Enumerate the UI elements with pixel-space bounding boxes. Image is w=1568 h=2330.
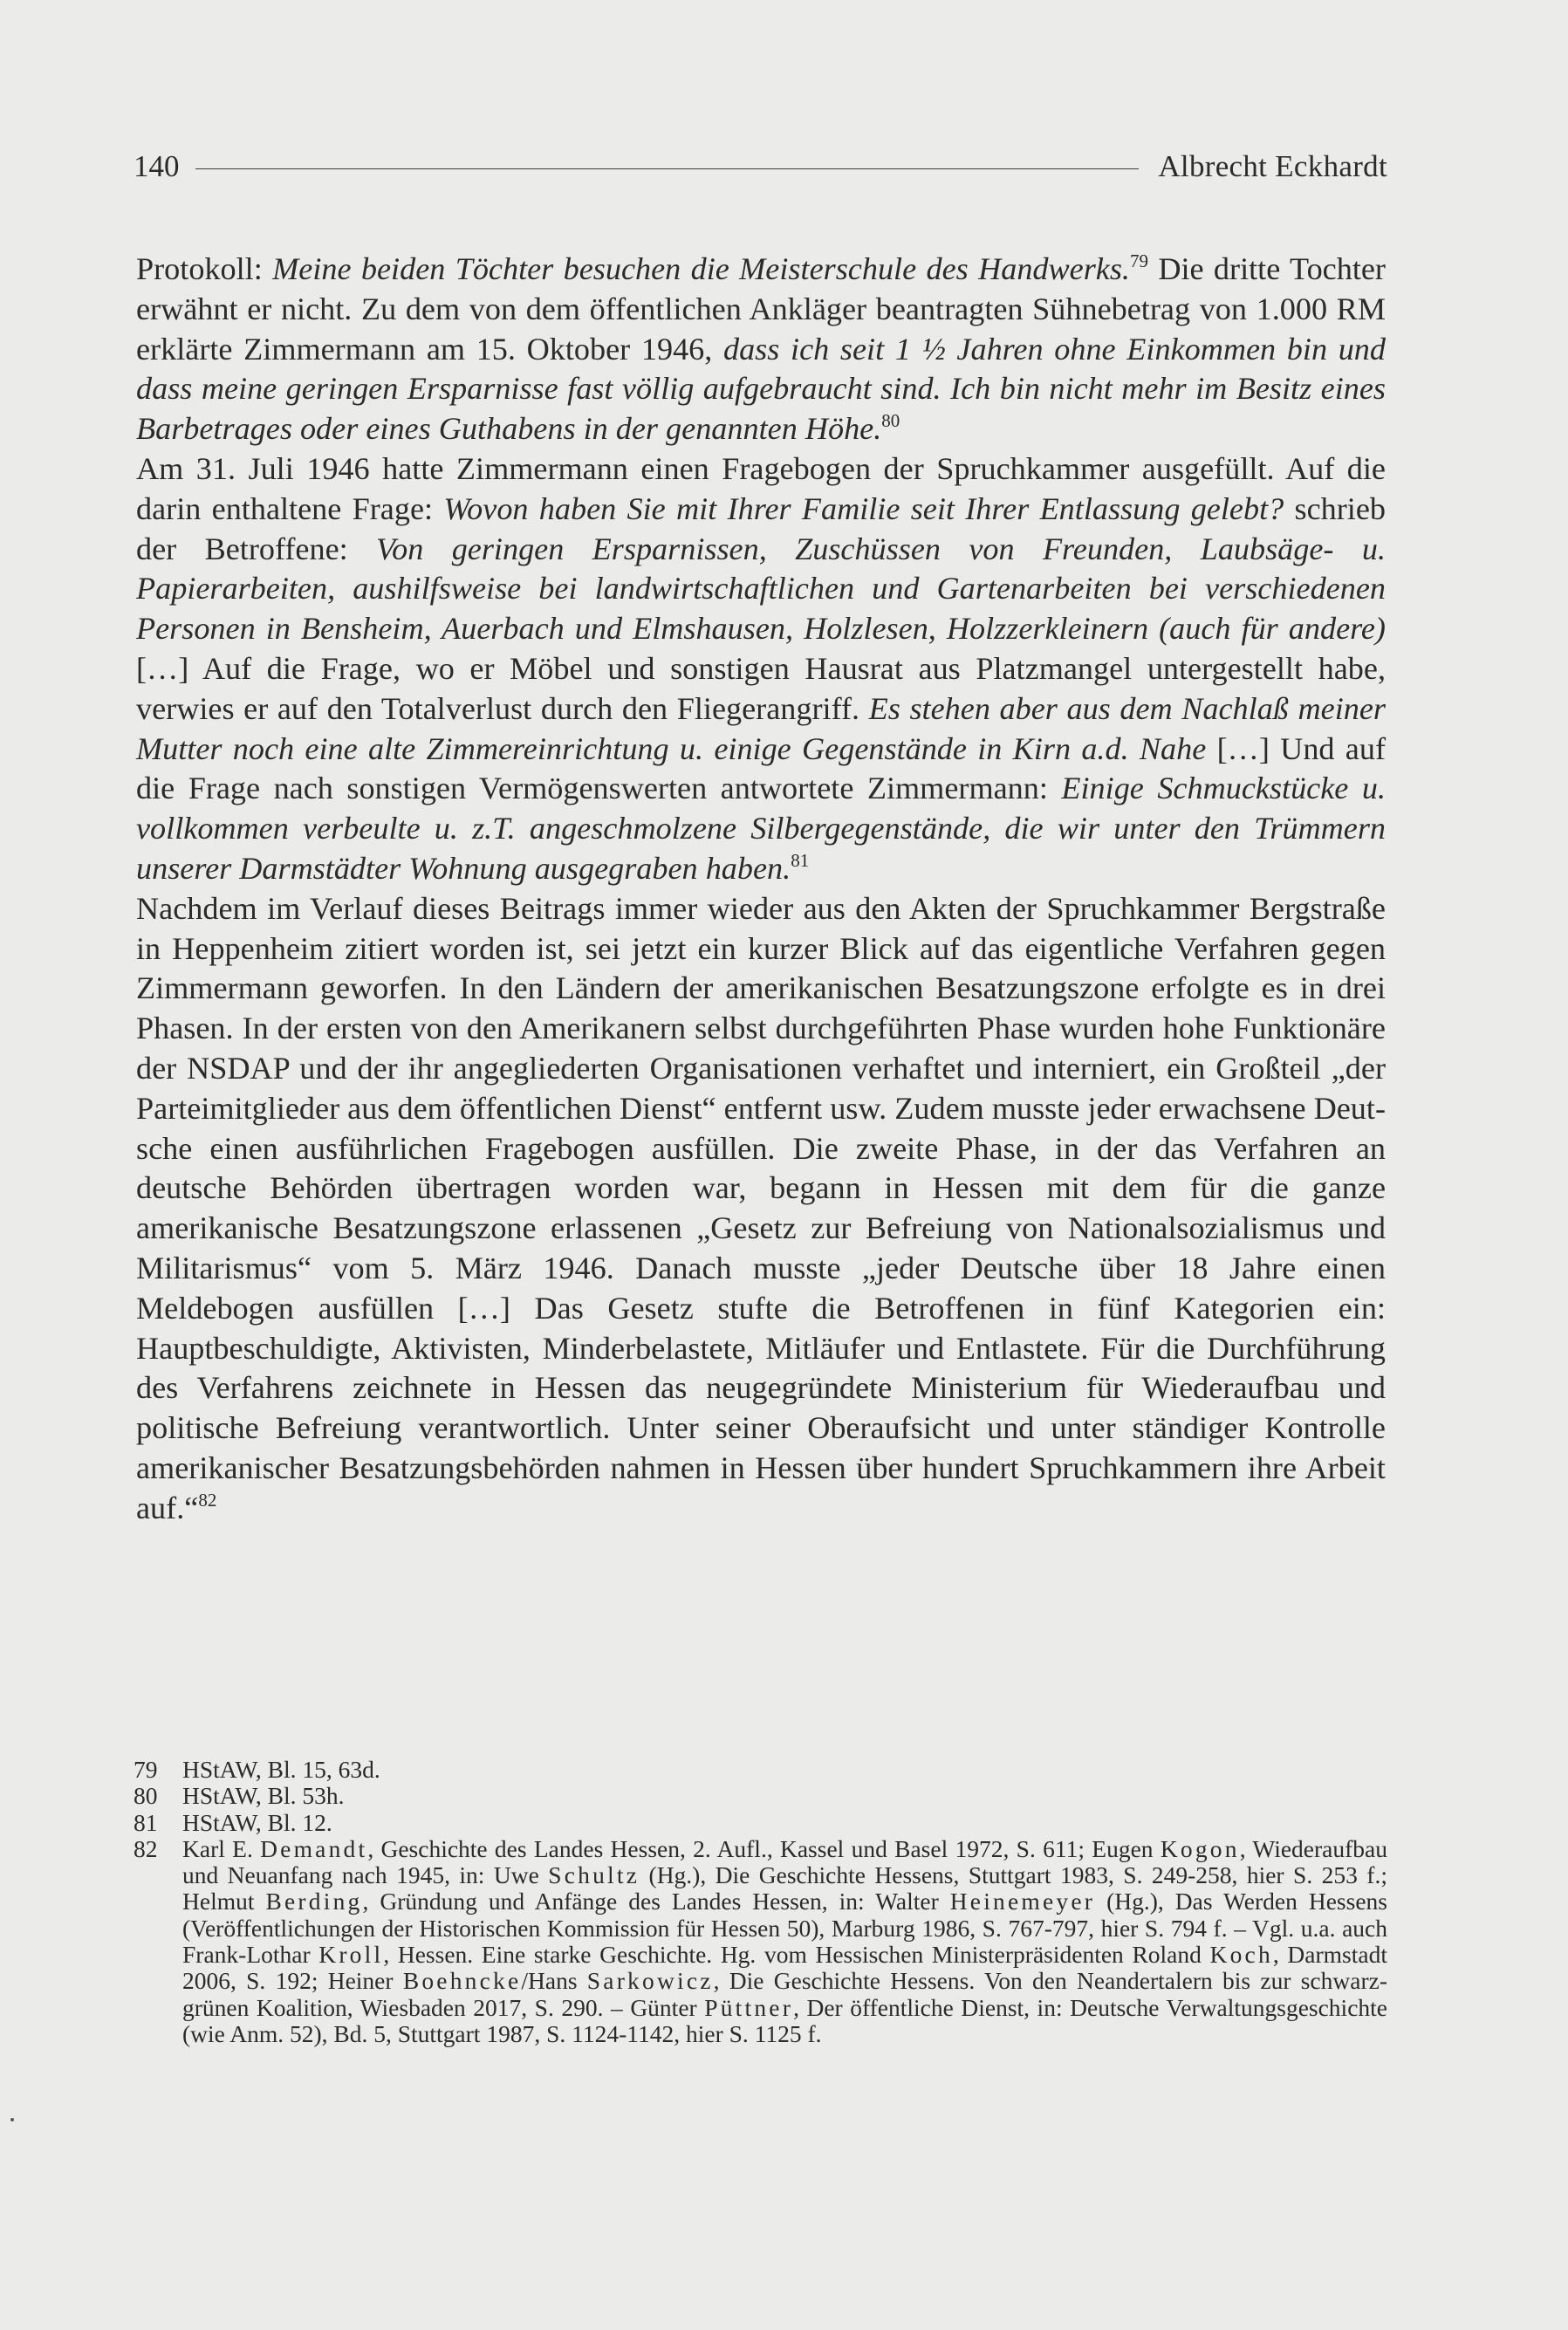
footnote-text: [182, 1836, 1387, 2047]
fn82-text: , Die Geschichte Hessens. Von den Neandertalern bis zur schwarz-grünen Koalition, Wiesbaden 2017, S. 290. – Günter: [182, 1967, 1387, 2021]
footnote-number: 79: [134, 1756, 158, 1783]
footnote-number: 81: [134, 1808, 158, 1836]
author-name: Kroll: [318, 1941, 384, 1969]
page-header: [134, 144, 1387, 188]
p2-quote-3: Es stehen aber aus dem Nachlaß meiner Mutter noch eine alte Zimmereinrichtung u. einige Gegenstände in Kirn a.d. Nahe: [136, 690, 1386, 766]
fn82-text: (Hg.), Die Geschichte Hessens, Stuttgart 1983, S. 249-258, hier S. 253 f.; Helmut: [182, 1861, 1387, 1915]
running-title: Albrecht Eckhardt: [1158, 148, 1387, 183]
fn82-text: , Darmstadt 2006, S. 192; Heiner: [182, 1941, 1387, 1995]
footnote-ref-81[interactable]: 81: [791, 849, 810, 871]
p1-text-1: Protokoll:: [136, 251, 273, 286]
author-name: Püttner: [704, 1993, 794, 2021]
author-name: Schultz: [548, 1861, 640, 1889]
main-text: [136, 250, 1386, 1529]
footnote-number: 82: [134, 1834, 158, 1862]
fn82-text: , Geschichte des Landes Hessen, 2. Aufl., Kassel und Basel 1972, S. 611; Eugen: [367, 1834, 1161, 1862]
paragraph-2: [136, 449, 1386, 889]
paragraph-1: [136, 250, 1386, 449]
footnote-82: [134, 1836, 1387, 2047]
p1-quote-2: dass ich seit 1 ½ Jahren ohne Einkommen bin und dass meine geringen Ersparnisse fast völlig aufgebraucht sind. Ich bin nicht mehr im Besitz eines Barbetrages oder eines Guthabens in der genannten Höhe.: [136, 331, 1386, 447]
p2-text-3: […] Auf die Frage, wo er Möbel und sonstigen Hausrat aus Platzmangel untergestellt habe, verwies er auf den Totalverlust durch den Fliegerangriff.: [136, 650, 1386, 726]
header-rule: [195, 168, 1140, 169]
author-name: Sarkowicz: [586, 1967, 714, 1995]
footnote-ref-80[interactable]: 80: [881, 410, 900, 432]
p2-quote-2: Von geringen Ersparnissen, Zuschüssen von Freunden, Laubsäge- u. Papierarbeiten, aushilfsweise bei landwirtschaftlichen und Gartenarbeiten bei verschiedenen Personen in Bensheim, Auerbach und Elmshausen, Holzlesen, Holzzerkleinern (auch für andere): [136, 531, 1386, 647]
footnote-text: HStAW, Bl. 53h.: [182, 1782, 345, 1810]
p1-text-2: Die dritte Tochter erwähnt er nicht. Zu dem von dem öffentlichen Ankläger beantragten Sühnebetrag von 1.000 RM erklärte Zimmermann am 15. Oktober 1946,: [136, 251, 1386, 367]
p2-text-2: schrieb der Betroffene:: [136, 490, 1387, 566]
fn82-text: /Hans: [521, 1967, 587, 1995]
scan-speck: [10, 2118, 14, 2121]
footnote-81: [134, 1810, 1387, 1836]
p2-quote-4: Einige Schmuckstücke u. vollkommen verbeulte u. z.T. angeschmolzene Silbergegenstände, die wir unter den Trümmern unserer Darmstädter Wohnung ausgegraben haben.: [136, 771, 1386, 886]
fn82-text: , Hessen. Eine starke Geschichte. Hg. vom Hessischen Ministerpräsidenten Roland: [383, 1941, 1210, 1969]
footnote-text: HStAW, Bl. 12.: [182, 1808, 332, 1836]
footnote-ref-79[interactable]: 79: [1129, 250, 1148, 271]
author-name: Demandt: [260, 1834, 368, 1862]
footnote-80: [134, 1783, 1387, 1809]
page-number: 140: [134, 148, 180, 183]
p1-quote-1: Meine beiden Töchter besuchen die Meisterschule des Handwerks.: [272, 251, 1130, 286]
author-name: Boehncke: [402, 1967, 522, 1995]
p2-text-4: […] Und auf die Frage nach sonstigen Vermögenswerten antwortete Zimmermann:: [136, 730, 1386, 806]
p2-text-1: Am 31. Juli 1946 hatte Zimmermann einen Fragebogen der Spruchkammer ausgefüllt. Auf die darin enthaltene Frage:: [136, 450, 1386, 526]
author-name: Koch: [1209, 1941, 1273, 1969]
footnote-number: 80: [134, 1782, 158, 1810]
fn82-text: , Der öffentliche Dienst, in: Deutsche Verwaltungsgeschichte (wie Anm. 52), Bd. 5, Stuttgart 1987, S. 1124-1142, hier S. 1125 f.: [182, 1993, 1388, 2047]
fn82-text: , Gründung und Anfänge des Landes Hessen, in: Walter: [362, 1888, 950, 1915]
p3-text: Nachdem im Verlauf dieses Beitrags immer wieder aus den Akten der Spruchkammer Bergstraße in Heppenheim zitiert worden ist, sei jetzt ein kurzer Blick auf das eigentliche Verfahren gegen Zimmermann geworfen. In den Ländern der amerikanischen Besatzungszone erfolgte es in drei Phasen. In der ersten von den Amerikanern selbst durchgeführten Phase wurden hohe Funktionäre der NSDAP und der ihr angegliederten Organisationen verhaftet und interniert, ein Großteil „der Parteimitglieder aus dem öffentlichen Dienst“ entfernt usw. Zudem musste jeder erwachsene Deutsche einen ausführlichen Fragebogen ausfüllen. Die zweite Phase, in der das Verfahren an deutsche Behörden übertragen worden war, begann in Hessen mit dem für die ganze amerikanische Besatzungszone erlassenen „Gesetz zur Befreiung von Nationalsozialismus und Militarismus“ vom 5. März 1946. Danach musste „jeder Deutsche über 18 Jahre einen Meldebogen ausfüllen […] Das Gesetz stufte die Betroffenen in fünf Kategorien ein: Hauptbeschuldigte, Aktivisten, Minderbelastete, Mitläufer und Entlastete. Für die Durchführung des Verfahrens zeichnete in Hessen das neugegründete Ministerium für Wiederaufbau und politische Befreiung verantwortlich. Unter seiner Oberaufsicht und unter ständiger Kontrolle amerikanischer Besatzungsbehörden nahmen in Hessen über hundert Spruchkammern ihre Arbeit auf.“: [136, 890, 1386, 1525]
fn82-text: Karl E.: [182, 1834, 261, 1862]
author-name: Kogon: [1160, 1834, 1240, 1862]
author-name: Berding: [265, 1888, 363, 1915]
fn82-text: (Hg.), Das Werden Hessens (Veröffentlichungen der Historischen Kommission für Hessen 50), Marburg 1986, S. 767-797, hier S. 794 f. – Vgl. u.a. auch Frank-Lothar: [182, 1888, 1387, 1969]
p2-quote-1: Wovon haben Sie mit Ihrer Familie seit Ihrer Entlassung gelebt?: [443, 490, 1284, 526]
footnote-text: HStAW, Bl. 15, 63d.: [182, 1756, 380, 1783]
footnote-ref-82[interactable]: 82: [198, 1489, 217, 1511]
footnotes: [134, 1757, 1387, 2047]
author-name: Heinemeyer: [949, 1888, 1096, 1915]
footnote-79: [134, 1757, 1387, 1783]
fn82-text: , Wiederaufbau und Neuanfang nach 1945, in: Uwe: [182, 1834, 1387, 1889]
paragraph-3: [136, 889, 1386, 1529]
